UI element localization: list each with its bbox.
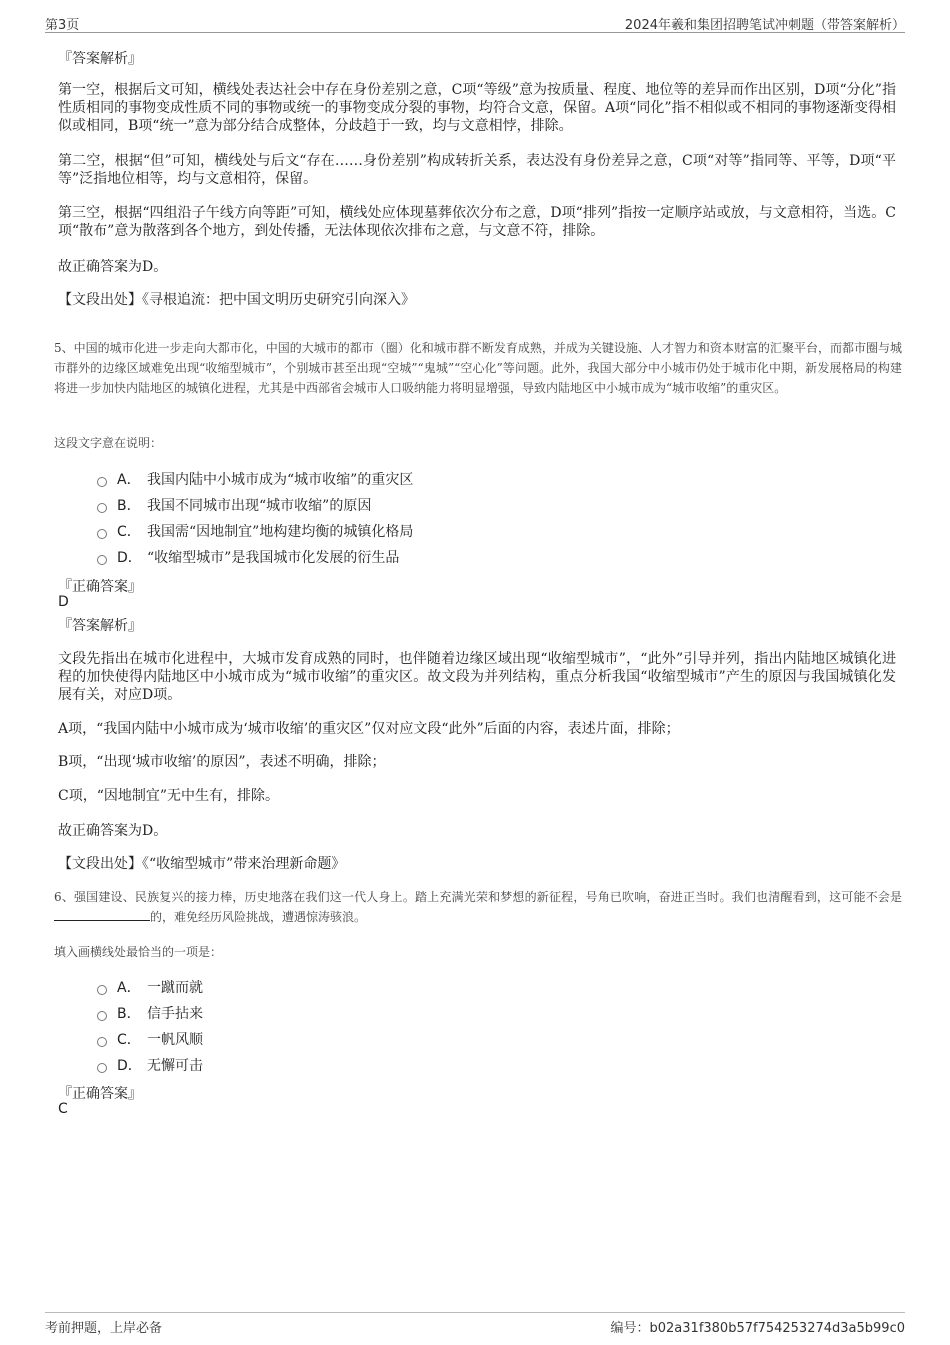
correct-answer: C (58, 1101, 68, 1117)
code-label: 编号： (610, 1321, 650, 1336)
option-letter: C． (117, 1032, 141, 1048)
radio-icon[interactable] (97, 503, 107, 513)
analysis-paragraph: 第二空，根据“但”可知，横线处与后文“存在……身份差别”构成转折关系，表达没有身份差异之意，C项“对等”指同等、平等，D项“平等”泛指地位相等，均与文意相符，保留。 (58, 153, 896, 187)
option-letter: B． (117, 498, 141, 514)
option-letter: A． (117, 980, 141, 996)
analysis-paragraph: 文段先指出在城市化进程中，大城市发育成熟的同时，也伴随着边缘区域出现“收缩型城市”，“此外”引导并列，指出内陆地区城镇化进程的加快使得内陆地区中小城市成为“城市收缩”的重灾区。故文段为并列结构，重点分析我国“收缩型城市”产生的原因与我国城镇化发展有关，对应D项。 (58, 651, 896, 703)
stem-text: 的，难免经历风险挑战，遭遇惊涛骇浪。 (150, 910, 367, 924)
stem-text: 6、强国建设、民族复兴的接力棒，历史地落在我们这一代人身上。踏上充满光荣和梦想的新征程，号角已吹响，奋进正当时。我们也清醒看到，这可能不会是 (54, 890, 902, 904)
document-title: 2024年羲和集团招聘笔试冲刺题（带答案解析） (624, 18, 905, 33)
q6-option-b[interactable] (97, 1003, 203, 1021)
option-text: 一蹴而就 (147, 980, 203, 996)
option-letter: A． (117, 472, 141, 488)
question-prompt: 填入画横线处最恰当的一项是： (54, 945, 223, 959)
radio-icon[interactable] (97, 1037, 107, 1047)
option-text: 无懈可击 (147, 1058, 203, 1074)
correct-answer: D (58, 594, 69, 610)
option-text: 一帆风顺 (147, 1032, 203, 1048)
footer-slogan: 考前押题，上岸必备 (45, 1321, 163, 1336)
q6-option-d[interactable] (97, 1055, 203, 1073)
q5-option-c[interactable] (97, 521, 413, 539)
q5-option-b[interactable] (97, 495, 371, 513)
question-6-stem (54, 887, 902, 927)
conclusion: 故正确答案为D。 (58, 823, 168, 839)
analysis-paragraph: 第一空，根据后文可知，横线处表达社会中存在身份差别之意，C项“等级”意为按质量、程度、地位等的差异而作出区别，D项“分化”指性质相同的事物变成性质不同的事物或统一的事物变成分裂的事物，均符合文意，保留。A项“同化”指不相似或不相同的事物逐渐变得相似或相同，B项“统一”意为部分结合成整体，分歧趋于一致，均与文意相悖，排除。 (58, 82, 896, 134)
conclusion: 故正确答案为D。 (58, 259, 168, 275)
option-letter: D． (117, 550, 142, 566)
option-text: 我国不同城市出现“城市收缩”的原因 (147, 498, 372, 514)
option-text: 我国内陆中小城市成为“城市收缩”的重灾区 (147, 472, 414, 488)
q5-option-a[interactable] (97, 469, 413, 487)
analysis-paragraph: B项，“出现‘城市收缩’的原因”，表述不明确，排除； (58, 754, 386, 770)
page-number: 第3页 (45, 18, 80, 33)
document-code (611, 1317, 906, 1336)
option-text: 我国需“因地制宜”地构建均衡的城镇化格局 (147, 524, 414, 540)
analysis-paragraph: 第三空，根据“四组沿子午线方向等距”可知，横线处应体现墓葬依次分布之意，D项“排列”指按一定顺序站或放，与文意相符，当选。C项“散布”意为散落到各个地方，到处传播，无法体现依次排布之意，与文意不符，排除。 (58, 205, 896, 239)
q6-option-a[interactable] (97, 977, 203, 995)
q5-option-d[interactable] (97, 547, 399, 565)
option-letter: C． (117, 524, 141, 540)
radio-icon[interactable] (97, 1063, 107, 1073)
question-5-stem: 5、中国的城市化进一步走向大都市化，中国的大城市的都市（圈）化和城市群不断发育成熟，并成为关键设施、人才智力和资本财富的汇聚平台，而都市圈与城市群外的边缘区域难免出现“收缩型城市”，个别城市甚至出现“空城”“鬼城”“空心化”等问题。此外，我国大部分中小城市仍处于城市化中期，新发展格局的构建将进一步加快内陆地区的城镇化进程，尤其是中西部省会城市人口吸纳能力将明显增强，导致内陆地区中小城市成为“城市收缩”的重灾区。 (54, 341, 902, 395)
option-letter: D． (117, 1058, 142, 1074)
radio-icon[interactable] (97, 477, 107, 487)
option-text: “收缩型城市”是我国城市化发展的衍生品 (147, 550, 400, 566)
answer-label: 『正确答案』 (58, 1086, 142, 1102)
radio-icon[interactable] (97, 985, 107, 995)
radio-icon[interactable] (97, 1011, 107, 1021)
option-text: 信手拈来 (147, 1006, 203, 1022)
analysis-paragraph: A项，“我国内陆中小城市成为‘城市收缩’的重灾区”仅对应文段“此外”后面的内容，表述片面，排除； (58, 721, 680, 737)
analysis-label: 『答案解析』 (58, 618, 142, 634)
answer-label: 『正确答案』 (58, 579, 142, 595)
q6-option-c[interactable] (97, 1029, 203, 1047)
fill-blank (54, 908, 150, 921)
option-letter: B． (117, 1006, 141, 1022)
code-value: b02a31f380b57f754253274d3a5b99c0 (649, 1321, 905, 1336)
source-citation: 【文段出处】《“收缩型城市”带来治理新命题》 (58, 856, 346, 872)
analysis-paragraph: C项，“因地制宜”无中生有，排除。 (58, 788, 280, 804)
page-footer (45, 1312, 905, 1335)
radio-icon[interactable] (97, 555, 107, 565)
question-prompt: 这段文字意在说明： (54, 436, 163, 450)
analysis-label: 『答案解析』 (58, 51, 142, 67)
source-citation: 【文段出处】《寻根追流：把中国文明历史研究引向深入》 (58, 292, 415, 308)
page-header (45, 14, 905, 33)
radio-icon[interactable] (97, 529, 107, 539)
